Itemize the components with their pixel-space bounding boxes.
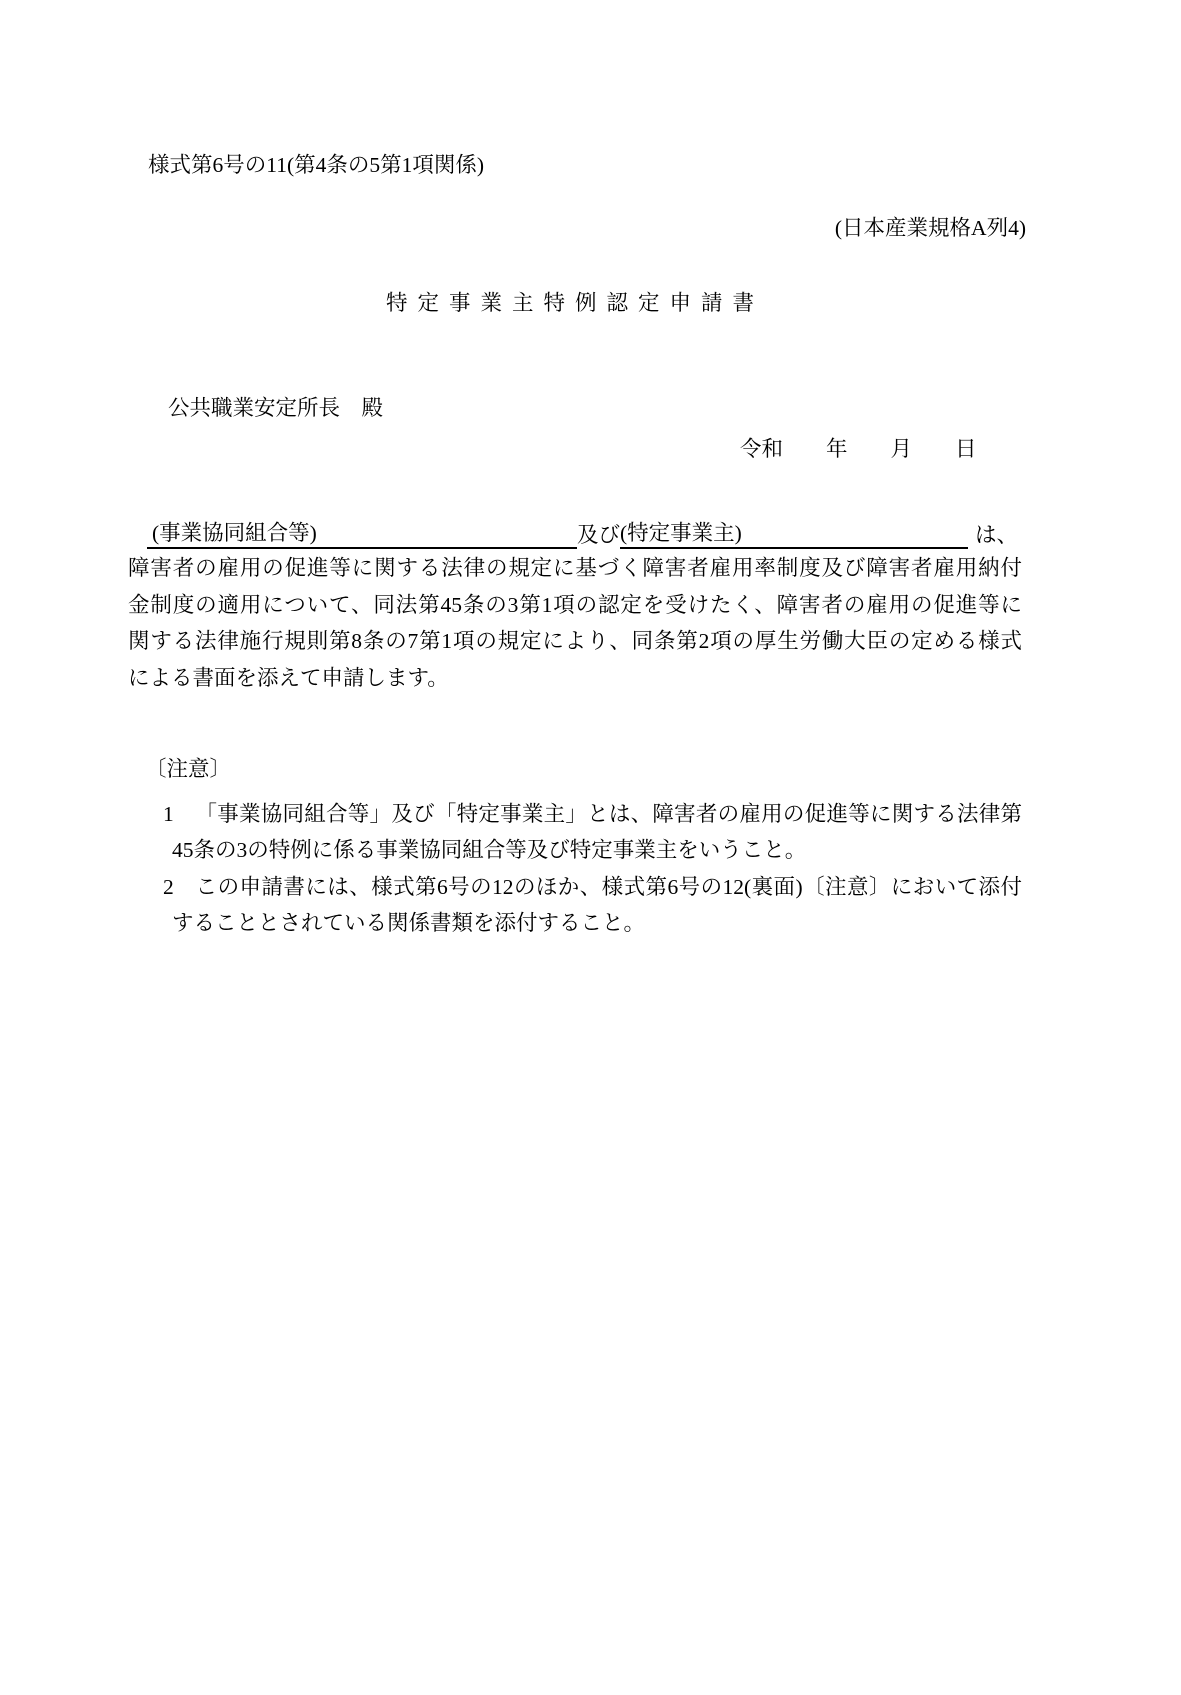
notice-item-1-line-2 — [172, 832, 1022, 869]
notice-item-2-line-2 — [172, 905, 1022, 942]
addressee-line: 公共職業安定所長 殿 — [168, 396, 384, 420]
notice-item-text: 45条の3の特例に係る事業協同組合等及び特定事業主をいうこと。 — [172, 838, 807, 862]
notice-item-text: 「事業協同組合等」及び「特定事業主」とは、障害者の雇用の促進等に関する法律第 — [195, 801, 1022, 826]
body-line: 金制度の適用について、同法第45条の3第1項の認定を受けたく、障害者の雇用の促進等に — [128, 592, 1022, 617]
employer-label: (特定事業主) — [620, 521, 742, 545]
notice-item-number: 1 — [163, 801, 174, 826]
body-line: 障害者の雇用の促進等に関する法律の規定に基づく障害者雇用率制度及び障害者雇用納付 — [128, 556, 1022, 580]
notice-item-2-line-1 — [163, 869, 1022, 906]
body-line: 関する法律施行規則第8条の7第1項の規定により、同条第2項の厚生労働大臣の定める様式 — [128, 629, 1022, 653]
date-line: 令和 年 月 日 — [740, 437, 977, 461]
notice-item-text: することとされている関係書類を添付すること。 — [172, 911, 646, 935]
notice-item-number: 2 — [163, 874, 174, 899]
employer-name-blank — [620, 519, 968, 549]
application-body — [128, 550, 1022, 696]
conjunction-text: 及び — [577, 523, 621, 547]
body-line: による書面を添えて申請します。 — [128, 665, 449, 690]
notice-section — [128, 751, 1022, 942]
notice-item-text: この申請書には、様式第6号の12のほか、様式第6号の12(裏面)〔注意〕において添付 — [195, 874, 1022, 899]
document-title: 特定事業主特例認定申請書 — [385, 291, 764, 315]
paper-standard-note: (日本産業規格A列4) — [834, 216, 1026, 240]
form-number: 様式第6号の11(第4条の5第1項関係) — [148, 153, 485, 177]
parties-line — [147, 519, 1047, 549]
notice-item-1-line-1 — [163, 796, 1022, 833]
cooperative-label: (事業協同組合等) — [152, 521, 317, 545]
parties-suffix: は、 — [975, 523, 1019, 547]
notice-heading: 〔注意〕 — [145, 757, 232, 781]
cooperative-name-blank — [147, 519, 577, 549]
